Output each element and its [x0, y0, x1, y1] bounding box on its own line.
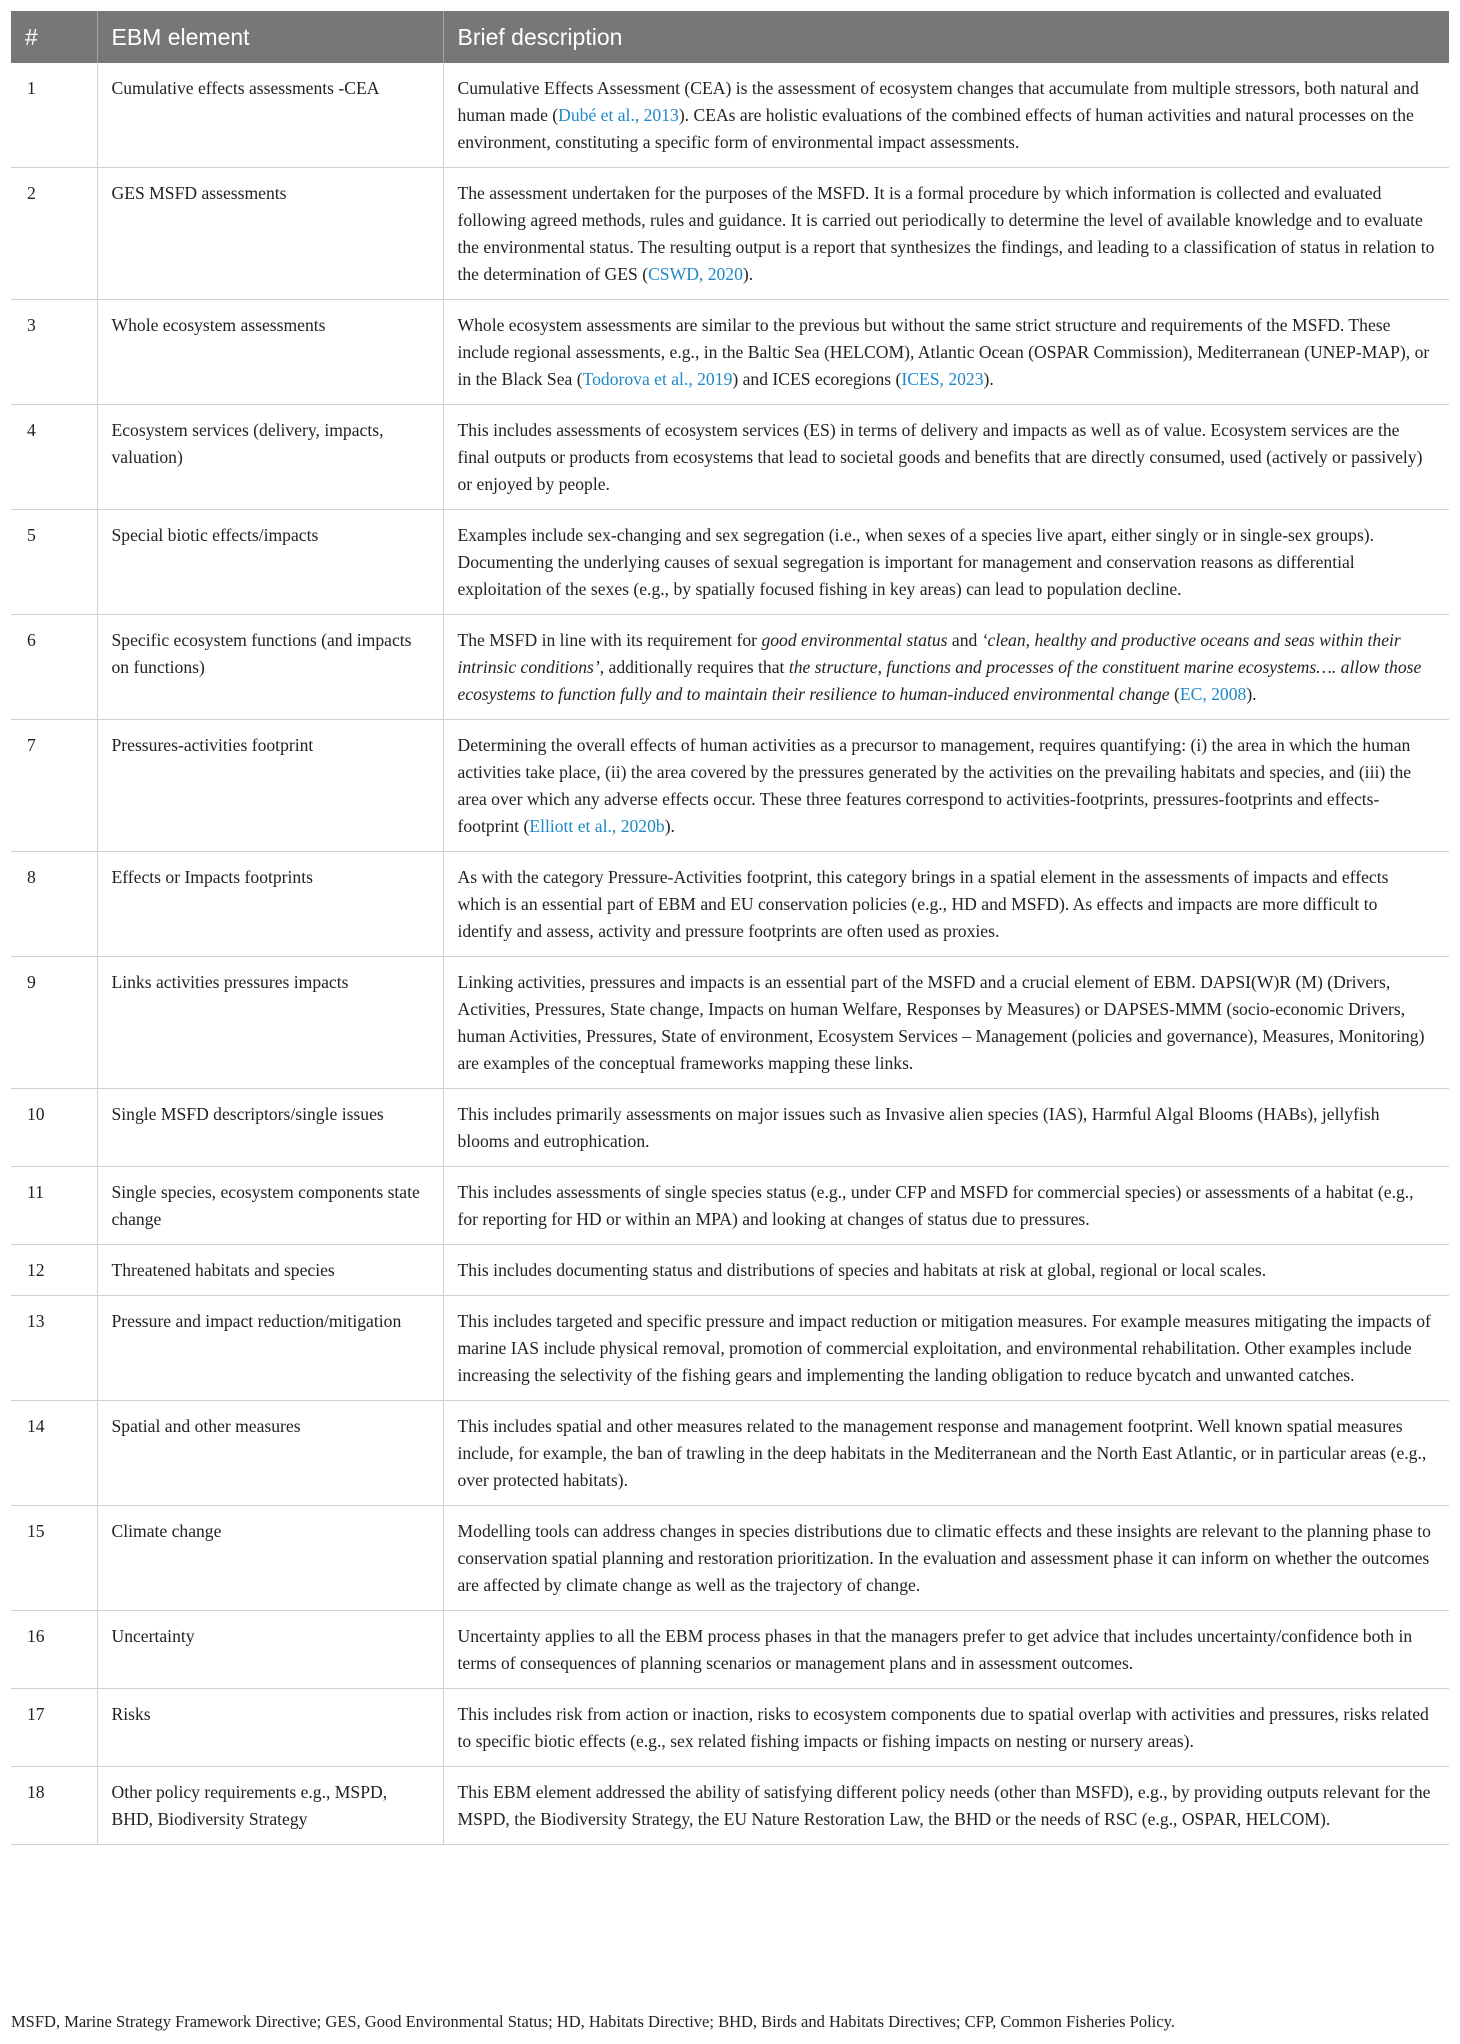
table-footnote: MSFD, Marine Strategy Framework Directive; GES, Good Environmental Status; HD, Habitats Directive; BHD, Birds and Habitats Directives; CFP, Common Fisheries Policy. [11, 2012, 1175, 2031]
ebm-element-description [443, 720, 1449, 852]
ebm-elements-table [11, 11, 1449, 1845]
table-row [11, 957, 1449, 1089]
row-number: 10 [11, 1089, 97, 1167]
description-text: ). [983, 369, 994, 389]
ebm-element-name: GES MSFD assessments [97, 168, 443, 300]
description-text: The MSFD in line with its requirement for [457, 630, 762, 650]
ebm-element-description [443, 300, 1449, 405]
description-text: Determining the overall effects of human activities as a precursor to management, requires quantifying: (i) the area in which the human activities take place, (ii) the area covered by the pressures generated by the activities on the prevailing habitats and species, and (iii) the area over which any adverse effects occur. These three features correspond to activities-footprints, pressures-footprints and effects-footprint ( [457, 735, 1412, 836]
table-row [11, 1167, 1449, 1245]
table-row [11, 1296, 1449, 1401]
description-text: ). [742, 264, 754, 284]
table-row [11, 168, 1449, 300]
ebm-element-name: Other policy requirements e.g., MSPD, BHD, Biodiversity Strategy [97, 1767, 443, 1845]
ebm-element-description [443, 168, 1449, 300]
description-text: This includes spatial and other measures related to the management response and management footprint. Well known spatial measures include, for example, the ban of trawling in the deep habitats in the Mediterranean and the North East Atlantic, or in particular areas (e.g., over protected habitats). [457, 1416, 1427, 1490]
ebm-element-description [443, 852, 1449, 957]
description-text: This EBM element addressed the ability of satisfying different policy needs (other than MSFD), e.g., by providing outputs relevant for the MSPD, the Biodiversity Strategy, the EU Nature Restoration Law, the BHD or the needs of RSC (e.g., OSPAR, HELCOM). [457, 1782, 1431, 1829]
ebm-element-name: Single species, ecosystem components state change [97, 1167, 443, 1245]
ebm-element-description [443, 1245, 1449, 1296]
row-number: 1 [11, 63, 97, 168]
header-ebm-element: EBM element [97, 11, 443, 63]
ebm-element-name: Pressure and impact reduction/mitigation [97, 1296, 443, 1401]
row-number: 17 [11, 1689, 97, 1767]
ebm-element-description [443, 1089, 1449, 1167]
description-text: ) and ICES ecoregions ( [732, 369, 902, 389]
ebm-element-name: Effects or Impacts footprints [97, 852, 443, 957]
description-text: The assessment undertaken for the purposes of the MSFD. It is a formal procedure by which information is collected and evaluated following agreed methods, rules and guidance. It is carried out periodically to determine the level of available knowledge and to evaluate the environmental status. The resulting output is a report that synthesizes the findings, and leading to a classification of status in relation to the determination of GES ( [457, 183, 1435, 284]
row-number: 13 [11, 1296, 97, 1401]
row-number: 12 [11, 1245, 97, 1296]
description-text: the structure, functions and processes of the constituent marine ecosystems…. allow those ecosystems to function fully and to maintain their resilience to human-induced environmental change [457, 657, 1422, 704]
ebm-element-name: Cumulative effects assessments -CEA [97, 63, 443, 168]
description-text: ( [1169, 684, 1180, 704]
table-row [11, 1689, 1449, 1767]
description-text: As with the category Pressure-Activities footprint, this category brings in a spatial element in the assessments of impacts and effects which is an essential part of EBM and EU conservation policies (e.g., HD and MSFD). As effects and impacts are more difficult to identify and assess, activity and pressure footprints are often used as proxies. [457, 867, 1389, 941]
ebm-element-name: Spatial and other measures [97, 1401, 443, 1506]
ebm-element-name: Pressures-activities footprint [97, 720, 443, 852]
row-number: 14 [11, 1401, 97, 1506]
header-number: # [11, 11, 97, 63]
table-body [11, 63, 1449, 1845]
description-text: Cumulative Effects Assessment (CEA) is the assessment of ecosystem changes that accumulate from multiple stressors, both natural and human made ( [457, 78, 1419, 125]
description-text: This includes documenting status and distributions of species and habitats at risk at global, regional or local scales. [457, 1260, 1267, 1280]
table-row [11, 1089, 1449, 1167]
row-number: 3 [11, 300, 97, 405]
table-row [11, 720, 1449, 852]
ebm-element-description [443, 1296, 1449, 1401]
description-text: Whole ecosystem assessments are similar to the previous but without the same strict structure and requirements of the MSFD. These include regional assessments, e.g., in the Baltic Sea (HELCOM), Atlantic Ocean (OSPAR Commission), Mediterranean (UNEP-MAP), or in the Black Sea ( [457, 315, 1430, 389]
row-number: 2 [11, 168, 97, 300]
row-number: 11 [11, 1167, 97, 1245]
description-text: , additionally requires that [599, 657, 789, 677]
table-row [11, 852, 1449, 957]
description-text: ‘clean, healthy and productive oceans and seas within their intrinsic conditions’ [457, 630, 1401, 677]
row-number: 5 [11, 510, 97, 615]
ebm-element-description [443, 63, 1449, 168]
citation-link[interactable]: ICES, 2023 [901, 369, 984, 389]
ebm-element-name: Whole ecosystem assessments [97, 300, 443, 405]
citation-link[interactable]: Elliott et al., 2020b [529, 816, 665, 836]
row-number: 16 [11, 1611, 97, 1689]
table-row [11, 1506, 1449, 1611]
description-text: This includes assessments of single species status (e.g., under CFP and MSFD for commercial species) or assessments of a habitat (e.g., for reporting for HD or within an MPA) and looking at changes of status due to pressures. [457, 1182, 1414, 1229]
ebm-element-name: Uncertainty [97, 1611, 443, 1689]
description-text: good environmental status [761, 630, 948, 650]
ebm-element-description [443, 615, 1449, 720]
description-text: Uncertainty applies to all the EBM process phases in that the managers prefer to get advice that includes uncertainty/confidence both in terms of consequences of planning scenarios or management plans and in assessment outcomes. [457, 1626, 1413, 1673]
row-number: 7 [11, 720, 97, 852]
row-number: 9 [11, 957, 97, 1089]
description-text: ). [1246, 684, 1257, 704]
ebm-element-description [443, 957, 1449, 1089]
ebm-element-description [443, 1401, 1449, 1506]
row-number: 4 [11, 405, 97, 510]
table-row [11, 1245, 1449, 1296]
header-row [11, 11, 1449, 63]
row-number: 8 [11, 852, 97, 957]
table-row [11, 300, 1449, 405]
description-text: This includes assessments of ecosystem services (ES) in terms of delivery and impacts as well as of value. Ecosystem services are the final outputs or products from ecosystems that lead to societal goods and benefits that are directly consumed, used (actively or passively) or enjoyed by people. [457, 420, 1423, 494]
ebm-element-description [443, 510, 1449, 615]
table-row [11, 510, 1449, 615]
ebm-element-name: Links activities pressures impacts [97, 957, 443, 1089]
header-brief-description: Brief description [443, 11, 1449, 63]
description-text: This includes targeted and specific pressure and impact reduction or mitigation measures. For example measures mitigating the impacts of marine IAS include physical removal, promotion of commercial exploitation, and environmental rehabilitation. Other examples include increasing the selectivity of the fishing gears and implementing the landing obligation to reduce bycatch and unwanted catches. [457, 1311, 1431, 1385]
description-text: and [947, 630, 982, 650]
ebm-element-name: Threatened habitats and species [97, 1245, 443, 1296]
table-row [11, 63, 1449, 168]
table-row [11, 1611, 1449, 1689]
citation-link[interactable]: Dubé et al., 2013 [558, 105, 679, 125]
table-row [11, 405, 1449, 510]
ebm-element-description [443, 1506, 1449, 1611]
citation-link[interactable]: CSWD, 2020 [648, 264, 743, 284]
description-text: Examples include sex-changing and sex segregation (i.e., when sexes of a species live apart, either singly or in single-sex groups). Documenting the underlying causes of sexual segregation is important for management and conservation reasons as differential exploitation of the sexes (e.g., by spatially focused fishing in key areas) can lead to population decline. [457, 525, 1375, 599]
ebm-element-name: Risks [97, 1689, 443, 1767]
table-row [11, 615, 1449, 720]
ebm-element-description [443, 1767, 1449, 1845]
ebm-element-description [443, 1611, 1449, 1689]
ebm-element-name: Ecosystem services (delivery, impacts, valuation) [97, 405, 443, 510]
row-number: 6 [11, 615, 97, 720]
table-header [11, 11, 1449, 63]
ebm-element-name: Special biotic effects/impacts [97, 510, 443, 615]
description-text: ). [664, 816, 675, 836]
ebm-element-description [443, 1689, 1449, 1767]
description-text: Linking activities, pressures and impacts is an essential part of the MSFD and a crucial element of EBM. DAPSI(W)R (M) (Drivers, Activities, Pressures, State change, Impacts on human Welfare, Responses by Measures) or DAPSES-MMM (socio-economic Drivers, human Activities, Pressures, State of environment, Ecosystem Services – Management (policies and governance), Measures, Monitoring) are examples of the conceptual frameworks mapping these links. [457, 972, 1425, 1073]
row-number: 18 [11, 1767, 97, 1845]
description-text: This includes risk from action or inaction, risks to ecosystem components due to spatial overlap with activities and pressures, risks related to specific biotic effects (e.g., sex related fishing impacts or fishing impacts on nesting or nursery areas). [457, 1704, 1429, 1751]
row-number: 15 [11, 1506, 97, 1611]
ebm-element-description [443, 405, 1449, 510]
ebm-element-description [443, 1167, 1449, 1245]
ebm-element-name: Climate change [97, 1506, 443, 1611]
ebm-element-name: Single MSFD descriptors/single issues [97, 1089, 443, 1167]
description-text: This includes primarily assessments on major issues such as Invasive alien species (IAS), Harmful Algal Blooms (HABs), jellyfish blooms and eutrophication. [457, 1104, 1380, 1151]
citation-link[interactable]: EC, 2008 [1179, 684, 1247, 704]
description-text: ). CEAs are holistic evaluations of the combined effects of human activities and natural processes on the environment, constituting a specific form of environmental impact assessments. [457, 105, 1414, 152]
description-text: Modelling tools can address changes in species distributions due to climatic effects and these insights are relevant to the planning phase to conservation spatial planning and restoration prioritization. In the evaluation and assessment phase it can inform on whether the outcomes are affected by climate change as well as the trajectory of change. [457, 1521, 1431, 1595]
table-row [11, 1767, 1449, 1845]
ebm-element-name: Specific ecosystem functions (and impacts on functions) [97, 615, 443, 720]
citation-link[interactable]: Todorova et al., 2019 [582, 369, 733, 389]
table-row [11, 1401, 1449, 1506]
